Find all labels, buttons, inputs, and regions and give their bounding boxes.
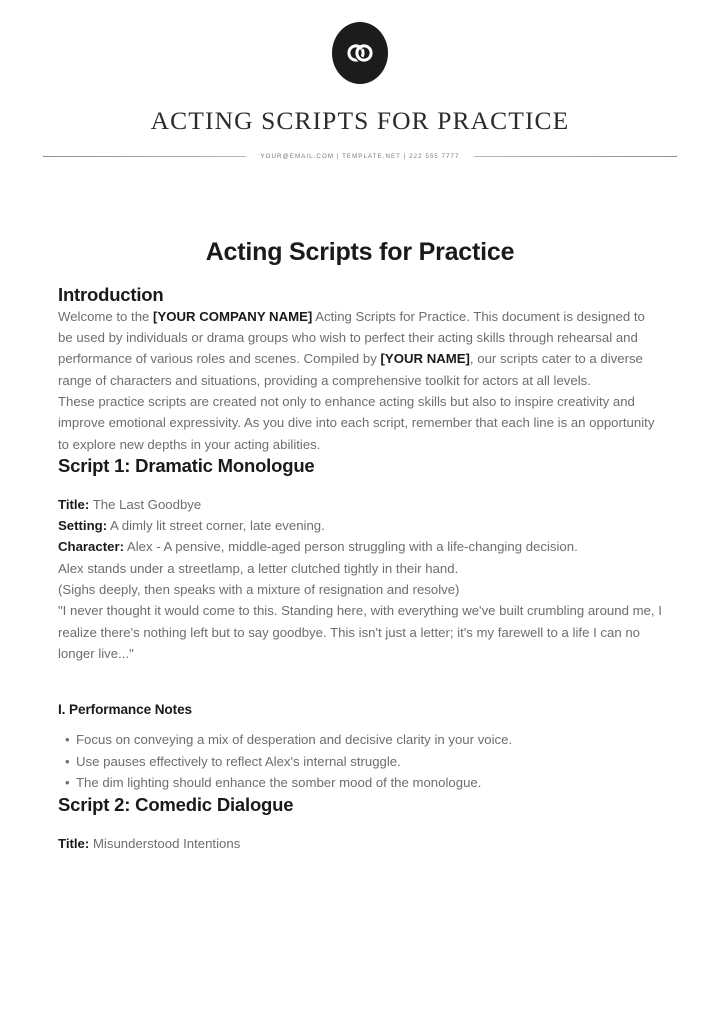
divider-right [474, 156, 677, 157]
logo-container [0, 22, 720, 84]
page-title: Acting Scripts for Practice [205, 238, 515, 266]
introduction-paragraph-2: These practice scripts are created not only to enhance acting skills but also to inspire creativity and improve emotional expressivity. As you dive into each script, remember that each line is an opportunity to explore new depths in your acting abilities. [58, 393, 655, 452]
your-name-placeholder: [YOUR NAME] [380, 351, 470, 367]
script-1-stage-direction-2: (Sighs deeply, then speaks with a mixture of resignation and resolve) [58, 582, 460, 598]
section-heading-introduction: Introduction [58, 283, 164, 305]
script-1-details [58, 494, 662, 664]
contact-row [0, 153, 720, 160]
setting-label: Setting: [58, 518, 108, 534]
title-value: Misunderstood Intentions [92, 835, 241, 851]
performance-notes-list [58, 729, 662, 794]
title-label: Title: [58, 835, 90, 851]
title-value: The Last Goodbye [92, 496, 202, 512]
script-1-title-line [58, 494, 662, 515]
intro-text-after: , our scripts cater to a diverse range of characters and situations, providing a comprehensive toolkit for actors at all levels. [58, 351, 643, 388]
character-label: Character: [58, 539, 124, 555]
script-1-character-line [58, 536, 662, 557]
character-value: Alex - A pensive, middle-aged person struggling with a life-changing decision. [126, 539, 578, 555]
letterhead [0, 0, 720, 160]
list-item: • Use pauses effectively to reflect Alex's internal struggle. [76, 751, 662, 773]
interlocking-rings-logo-icon [332, 22, 388, 84]
script-1-monologue: "I never thought it would come to this. Standing here, with everything we've built crumbling around me, I realize there's nothing left but to say goodbye. This isn't just a letter; it's my farewell to a life I can no longer live..." [58, 603, 662, 661]
setting-value: A dimly lit street corner, late evening. [110, 518, 325, 534]
list-item: • Focus on conveying a mix of desperation and decisive clarity in your voice. [76, 729, 662, 751]
list-item: • The dim lighting should enhance the somber mood of the monologue. [76, 772, 662, 794]
company-name-placeholder: [YOUR COMPANY NAME] [153, 308, 313, 324]
script-2-title-line [58, 833, 662, 854]
sub-heading-performance-notes: I. Performance Notes [58, 702, 192, 718]
intro-text-before: Welcome to the [58, 308, 154, 324]
document-body [0, 238, 720, 854]
script-1-stage-direction-1: Alex stands under a streetlamp, a letter clutched tightly in their hand. [58, 560, 459, 576]
divider-left [43, 156, 246, 157]
intro-text-middle: Acting Scripts for Practice. This document is designed to be used by individuals or drama groups who wish to perfect their acting skills through rehearsal and performance of various roles and scenes. Compiled by [58, 308, 645, 367]
section-heading-script-1: Script 1: Dramatic Monologue [58, 454, 315, 476]
title-label: Title: [58, 496, 90, 512]
section-heading-script-2: Script 2: Comedic Dialogue [58, 793, 294, 815]
brand-title: ACTING SCRIPTS FOR PRACTICE [150, 106, 570, 135]
introduction-paragraph-1 [58, 306, 662, 391]
script-2-details [58, 833, 662, 854]
contact-line: YOUR@EMAIL.COM | TEMPLATE.NET | 222 555 7777 [260, 153, 460, 160]
script-1-setting-line [58, 515, 662, 536]
